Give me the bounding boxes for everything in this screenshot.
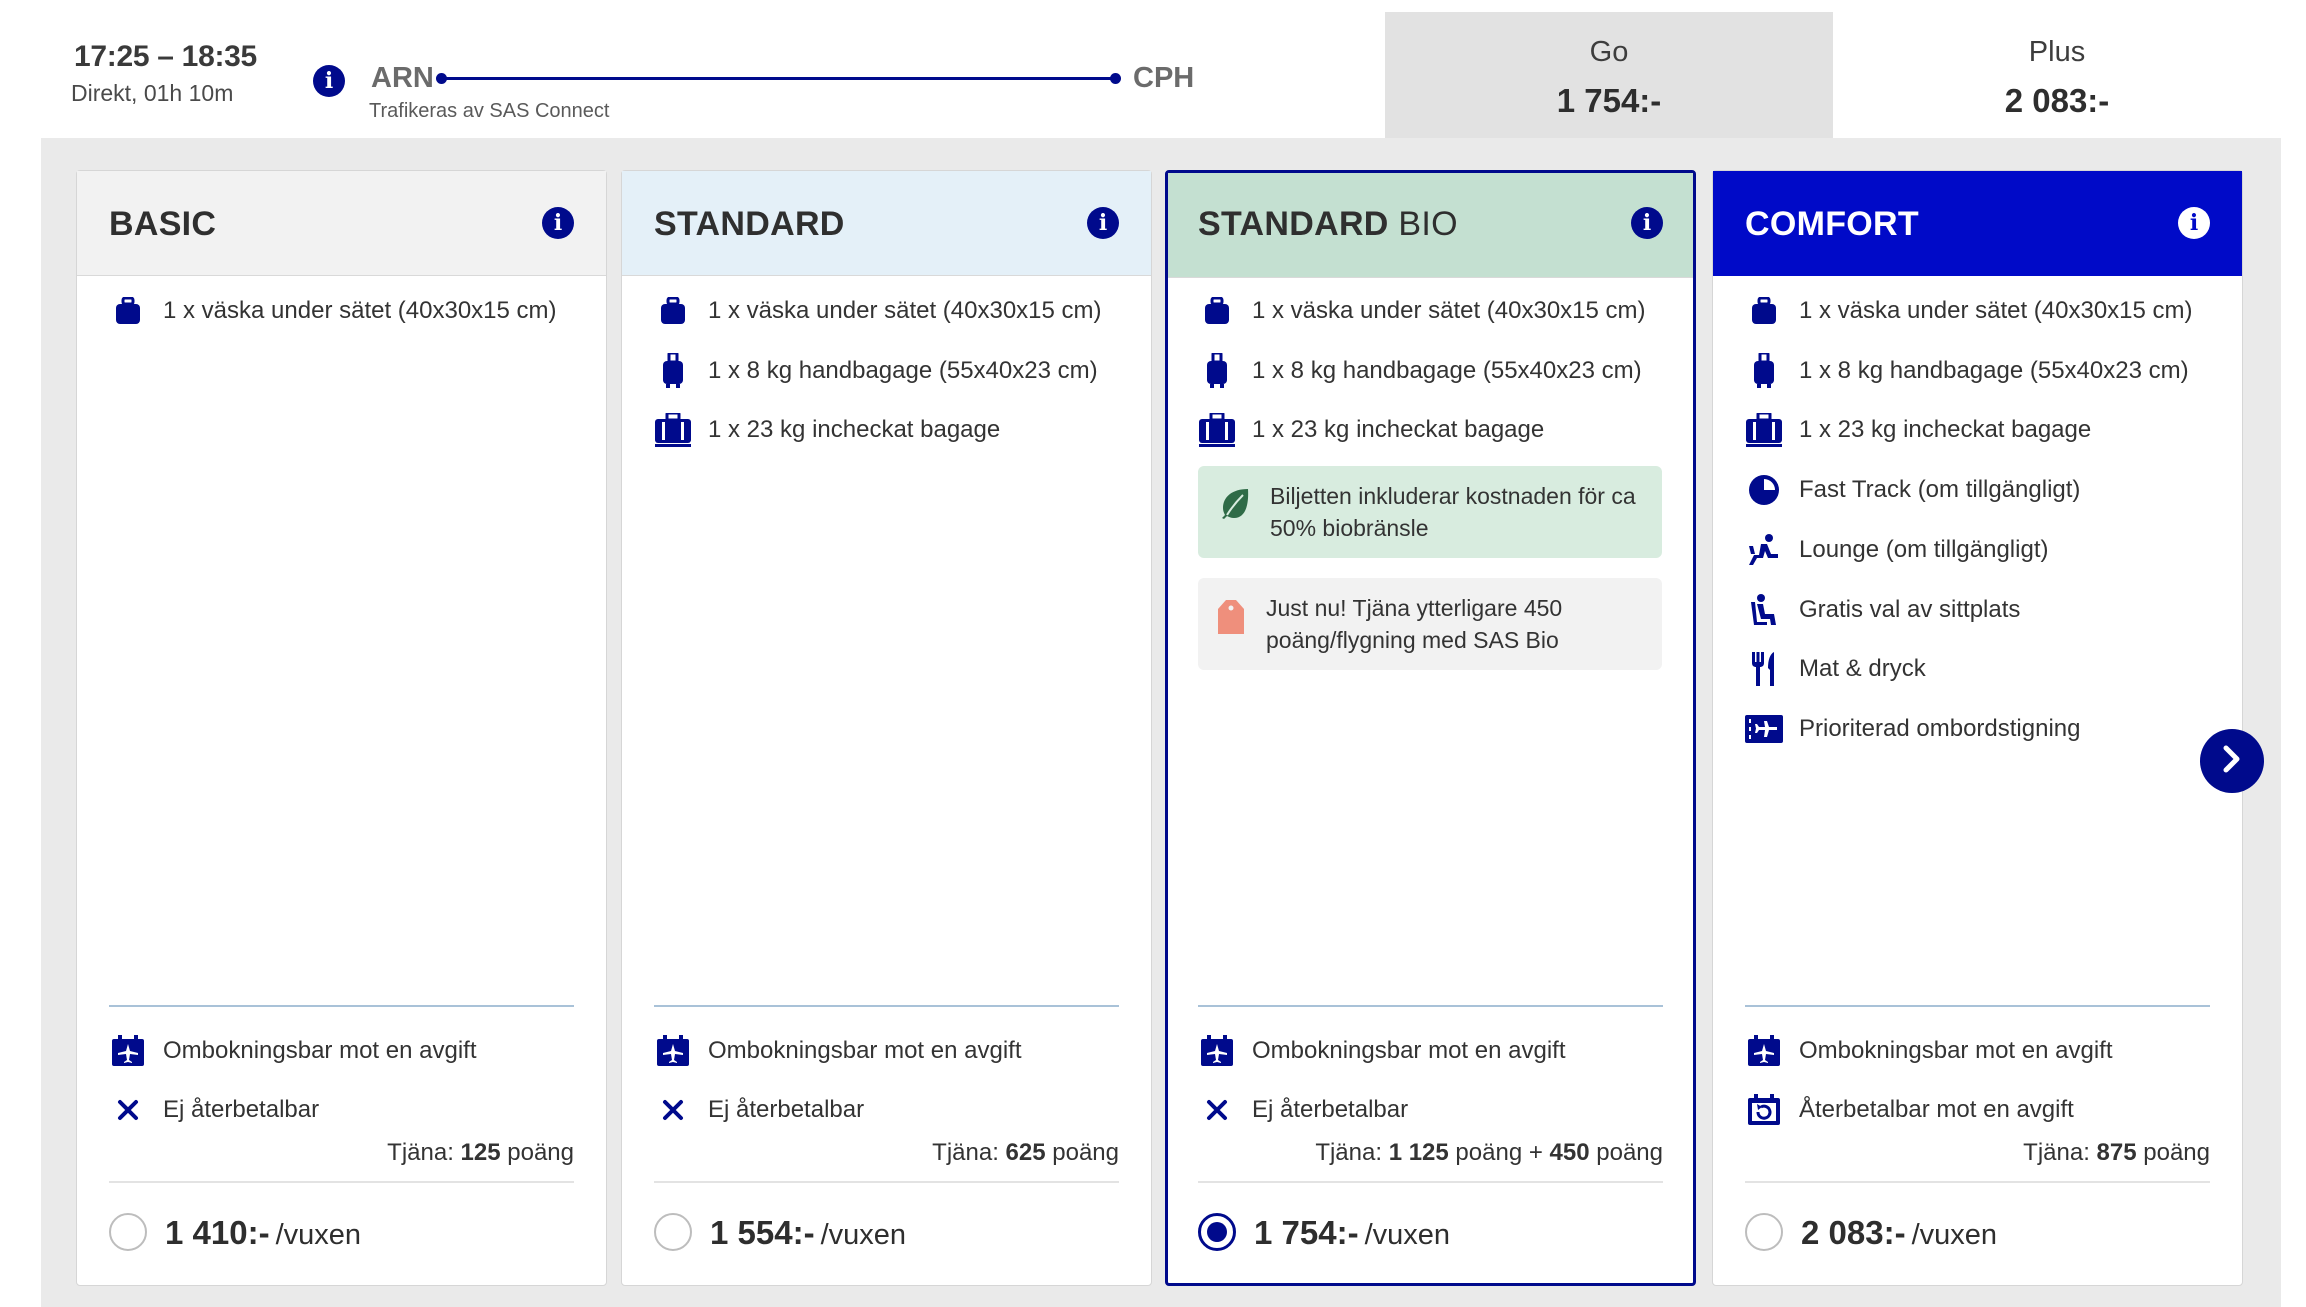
refund-item	[109, 1090, 319, 1130]
feature-item	[109, 291, 557, 331]
earn-label: Tjäna:	[932, 1139, 999, 1166]
operated-by: Trafikeras av SAS Connect	[369, 100, 610, 122]
rebook-item	[1745, 1031, 2113, 1071]
feature-item	[1198, 410, 1544, 450]
fare-price	[1254, 1214, 1450, 1252]
fare-price-unit: /vuxen	[820, 1219, 907, 1251]
feature-item	[1745, 470, 2080, 510]
fare-card-comfort[interactable]	[1712, 170, 2243, 1286]
feature-item	[1745, 291, 2193, 331]
fare-info-icon[interactable]: i	[2178, 207, 2210, 239]
fare-title	[1198, 205, 1458, 244]
flight-summary	[41, 12, 1385, 138]
close-icon	[654, 1091, 692, 1129]
rebook-label: Ombokningsbar mot en avgift	[708, 1037, 1022, 1064]
tag-icon	[1218, 600, 1244, 642]
divider	[654, 1181, 1119, 1183]
feature-label: 1 x 8 kg handbagage (55x40x23 cm)	[1252, 357, 1642, 384]
divider	[1745, 1005, 2210, 1007]
fare-price-value: 1 554:-	[710, 1214, 815, 1251]
underseat-bag-icon	[654, 292, 692, 330]
underseat-bag-icon	[109, 292, 147, 330]
earn-unit: poäng	[1052, 1139, 1119, 1166]
fare-card-basic[interactable]	[76, 170, 607, 1286]
earn-points-value: 1 125	[1388, 1139, 1449, 1166]
feature-label: 1 x 23 kg incheckat bagage	[1252, 416, 1545, 443]
earn-unit: poäng	[507, 1139, 574, 1166]
feature-item	[1745, 590, 2020, 630]
feature-item	[1745, 410, 2091, 450]
cabin-bag-icon	[1745, 352, 1783, 390]
checked-bag-icon	[1198, 411, 1236, 449]
tab-go-name: Go	[1589, 36, 1629, 68]
checked-bag-icon	[654, 411, 692, 449]
fare-price-value: 1 410:-	[165, 1214, 270, 1251]
lounge-seat-icon	[1745, 531, 1783, 569]
fare-info-icon[interactable]: i	[542, 207, 574, 239]
feature-item	[1745, 649, 1926, 689]
fare-title-suffix: BIO	[1398, 205, 1458, 243]
feature-label: 1 x väska under sätet (40x30x15 cm)	[163, 297, 557, 324]
feature-label: 1 x 8 kg handbagage (55x40x23 cm)	[708, 357, 1098, 384]
flight-info-icon[interactable]: i	[313, 65, 345, 97]
feature-label: 1 x 23 kg incheckat bagage	[708, 416, 1001, 443]
underseat-bag-icon	[1198, 292, 1236, 330]
biofuel-note-text: Biljetten inkluderar kostnaden för ca 50% biobränsle	[1270, 483, 1636, 541]
fare-info-icon[interactable]: i	[1631, 207, 1663, 239]
fork-knife-icon	[1745, 650, 1783, 688]
rebook-label: Ombokningsbar mot en avgift	[1799, 1037, 2113, 1064]
fare-card-header	[77, 171, 606, 276]
earn-plus: +	[1528, 1139, 1543, 1166]
divider	[109, 1181, 574, 1183]
fare-price	[165, 1214, 361, 1252]
priority-boarding-icon	[1745, 710, 1783, 748]
rebook-item	[1198, 1031, 1566, 1071]
fare-price-unit: /vuxen	[275, 1219, 362, 1251]
earn-unit: poäng	[1455, 1139, 1523, 1166]
fare-price	[710, 1214, 906, 1252]
cabin-bag-icon	[1198, 352, 1236, 390]
fare-info-icon[interactable]: i	[1087, 207, 1119, 239]
earn-points-value: 875	[2096, 1139, 2137, 1166]
fare-card-standard-bio[interactable]	[1165, 170, 1696, 1286]
chevron-right-icon	[2221, 745, 2243, 778]
earn-extra-value: 450	[1549, 1139, 1590, 1166]
promo-note-text: Just nu! Tjäna ytterligare 450 poäng/flygning med SAS Bio	[1266, 595, 1563, 653]
divider	[1198, 1005, 1663, 1007]
earn-label: Tjäna:	[387, 1139, 454, 1166]
fare-price-value: 1 754:-	[1254, 1214, 1359, 1251]
fare-price-value: 2 083:-	[1801, 1214, 1906, 1251]
fare-radio[interactable]	[654, 1213, 692, 1251]
fare-card-header	[622, 171, 1151, 276]
earn-extra-unit: poäng	[1596, 1139, 1663, 1166]
fare-radio[interactable]	[1745, 1213, 1783, 1251]
refund-calendar-icon	[1745, 1091, 1783, 1129]
earn-points	[2023, 1139, 2210, 1167]
rebook-item	[654, 1031, 1022, 1071]
tab-go[interactable]	[1385, 12, 1833, 138]
tab-plus-name: Plus	[2028, 36, 2086, 68]
fare-card-header	[1168, 173, 1693, 278]
leaf-icon	[1218, 486, 1252, 528]
close-icon	[1198, 1091, 1236, 1129]
fare-radio[interactable]	[109, 1213, 147, 1251]
feature-label: Mat & dryck	[1799, 655, 1926, 682]
rebook-calendar-icon	[654, 1032, 692, 1070]
refund-item	[1198, 1090, 1408, 1130]
destination-airport: CPH	[1133, 62, 1195, 94]
rebook-calendar-icon	[1745, 1032, 1783, 1070]
feature-label: Lounge (om tillgängligt)	[1799, 536, 2049, 563]
earn-points	[387, 1139, 574, 1167]
underseat-bag-icon	[1745, 292, 1783, 330]
close-icon	[109, 1091, 147, 1129]
promo-note	[1198, 578, 1662, 670]
earn-label: Tjäna:	[1315, 1139, 1383, 1166]
earn-points	[932, 1139, 1119, 1167]
earn-points-value: 625	[1005, 1139, 1046, 1166]
fare-title: BASIC	[109, 205, 217, 243]
feature-label: Gratis val av sittplats	[1799, 596, 2021, 623]
rebook-calendar-icon	[109, 1032, 147, 1070]
flight-time: 17:25 – 18:35	[74, 40, 257, 73]
feature-label: 1 x väska under sätet (40x30x15 cm)	[1252, 297, 1646, 324]
cabin-bag-icon	[654, 352, 692, 390]
clock-icon	[1745, 471, 1783, 509]
refund-item	[654, 1090, 864, 1130]
divider	[109, 1005, 574, 1007]
flight-duration: Direkt, 01h 10m	[71, 80, 234, 106]
rebook-calendar-icon	[1198, 1032, 1236, 1070]
divider	[1745, 1181, 2210, 1183]
earn-points-value: 125	[460, 1139, 501, 1166]
feature-item	[1745, 530, 2048, 570]
fare-title: COMFORT	[1745, 205, 1919, 243]
earn-label: Tjäna:	[2023, 1139, 2090, 1166]
refund-label: Ej återbetalbar	[163, 1096, 320, 1123]
feature-item	[654, 291, 1102, 331]
fare-title: STANDARD	[654, 205, 845, 243]
tab-plus-price: 2 083:-	[2004, 82, 2110, 119]
feature-label: Prioriterad ombordstigning	[1799, 715, 2081, 742]
feature-item	[1198, 291, 1646, 331]
refund-label: Återbetalbar mot en avgift	[1799, 1096, 2074, 1123]
fare-card-header	[1713, 171, 2242, 276]
route-end-dot	[1110, 73, 1121, 84]
feature-label: 1 x väska under sätet (40x30x15 cm)	[708, 297, 1102, 324]
fare-price	[1801, 1214, 1997, 1252]
divider	[654, 1005, 1119, 1007]
tab-go-price: 1 754:-	[1556, 82, 1662, 119]
feature-item	[1745, 351, 2189, 391]
fare-price-unit: /vuxen	[1911, 1219, 1998, 1251]
rebook-label: Ombokningsbar mot en avgift	[1252, 1037, 1566, 1064]
checked-bag-icon	[1745, 411, 1783, 449]
origin-airport: ARN	[371, 62, 434, 94]
rebook-label: Ombokningsbar mot en avgift	[163, 1037, 477, 1064]
tab-plus[interactable]	[1833, 12, 2281, 138]
fare-title-main: STANDARD	[1198, 205, 1389, 243]
refund-label: Ej återbetalbar	[1252, 1096, 1409, 1123]
fare-price-unit: /vuxen	[1364, 1219, 1451, 1251]
earn-points	[1315, 1139, 1663, 1167]
feature-item	[654, 351, 1098, 391]
refund-item	[1745, 1090, 2074, 1130]
rebook-item	[109, 1031, 477, 1071]
feature-label: Fast Track (om tillgängligt)	[1799, 476, 2081, 503]
refund-label: Ej återbetalbar	[708, 1096, 865, 1123]
seat-selection-icon	[1745, 591, 1783, 629]
earn-unit: poäng	[2143, 1139, 2210, 1166]
fare-card-standard[interactable]	[621, 170, 1152, 1286]
route-line	[440, 77, 1115, 80]
route-start-dot	[436, 73, 447, 84]
next-fares-button[interactable]	[2200, 729, 2264, 793]
feature-label: 1 x 23 kg incheckat bagage	[1799, 416, 2092, 443]
divider	[1198, 1181, 1663, 1183]
feature-item	[654, 410, 1000, 450]
feature-label: 1 x 8 kg handbagage (55x40x23 cm)	[1799, 357, 2189, 384]
feature-label: 1 x väska under sätet (40x30x15 cm)	[1799, 297, 2193, 324]
fare-radio-selected[interactable]	[1198, 1213, 1236, 1251]
biofuel-note	[1198, 466, 1662, 558]
feature-item	[1198, 351, 1642, 391]
feature-item	[1745, 709, 2080, 749]
